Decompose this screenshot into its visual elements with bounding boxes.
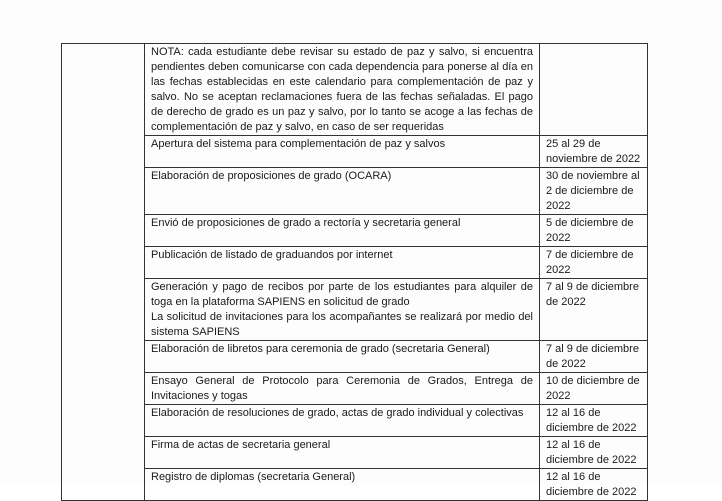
activity-cell: Elaboración de libretos para ceremonia de grado (secretaria General): [145, 341, 540, 373]
date-cell: 30 de noviembre al 2 de diciembre de 2022: [540, 168, 648, 215]
date-cell: 12 al 16 de diciembre de 2022: [540, 469, 648, 501]
activity-cell: Ensayo General de Protocolo para Ceremonia de Grados, Entrega de Invitaciones y togas: [145, 373, 540, 405]
date-cell: 10 de diciembre de 2022: [540, 373, 648, 405]
table-row: [62, 247, 648, 279]
table-row: [62, 469, 648, 501]
date-cell: 5 de diciembre de 2022: [540, 215, 648, 247]
table-row: [62, 168, 648, 215]
activity-cell: Elaboración de proposiciones de grado (OCARA): [145, 168, 540, 215]
activity-cell: Apertura del sistema para complementación de paz y salvos: [145, 136, 540, 168]
activity-cell: [145, 279, 540, 341]
nota-cell: NOTA: cada estudiante debe revisar su estado de paz y salvo, si encuentra pendientes deben comunicarse con cada dependencia para ponerse al día en las fechas establecidas en este calendario para complementación de paz y salvo. No se aceptan reclamaciones fuera de las fechas señaladas. El pago de derecho de grado es un paz y salvo, por lo tanto se acoge a las fechas de complementación de paz y salvo, en caso de ser requeridas: [145, 44, 540, 136]
table-row: [62, 341, 648, 373]
table-row: [62, 44, 648, 136]
table-row: [62, 215, 648, 247]
activity-cell: Elaboración de resoluciones de grado, actas de grado individual y colectivas: [145, 405, 540, 437]
date-cell: 25 al 29 de noviembre de 2022: [540, 136, 648, 168]
activity-cell: Registro de diplomas (secretaria General): [145, 469, 540, 501]
table-row: [62, 373, 648, 405]
activity-cell: Firma de actas de secretaria general: [145, 437, 540, 469]
table-row: [62, 279, 648, 341]
date-cell: 7 al 9 de diciembre de 2022: [540, 279, 648, 341]
activity-cell: Envió de proposiciones de grado a rectoría y secretaria general: [145, 215, 540, 247]
date-cell: 7 de diciembre de 2022: [540, 247, 648, 279]
left-empty-column: [62, 44, 145, 501]
activity-cell: Publicación de listado de graduandos por internet: [145, 247, 540, 279]
date-cell: 12 al 16 de diciembre de 2022: [540, 405, 648, 437]
activity-text: Generación y pago de recibos por parte de los estudiantes para alquiler de toga en la plataforma SAPIENS en solicitud de grado: [151, 281, 533, 308]
date-cell: 12 al 16 de diciembre de 2022: [540, 437, 648, 469]
date-cell: [540, 44, 648, 136]
table-row: [62, 136, 648, 168]
date-cell: 7 al 9 de diciembre de 2022: [540, 341, 648, 373]
table-row: [62, 405, 648, 437]
table-row: [62, 437, 648, 469]
activity-extra-text: La solicitud de invitaciones para los acompañantes se realizará por medio del sistema SAPIENS: [151, 311, 533, 338]
calendar-table: [61, 43, 648, 501]
